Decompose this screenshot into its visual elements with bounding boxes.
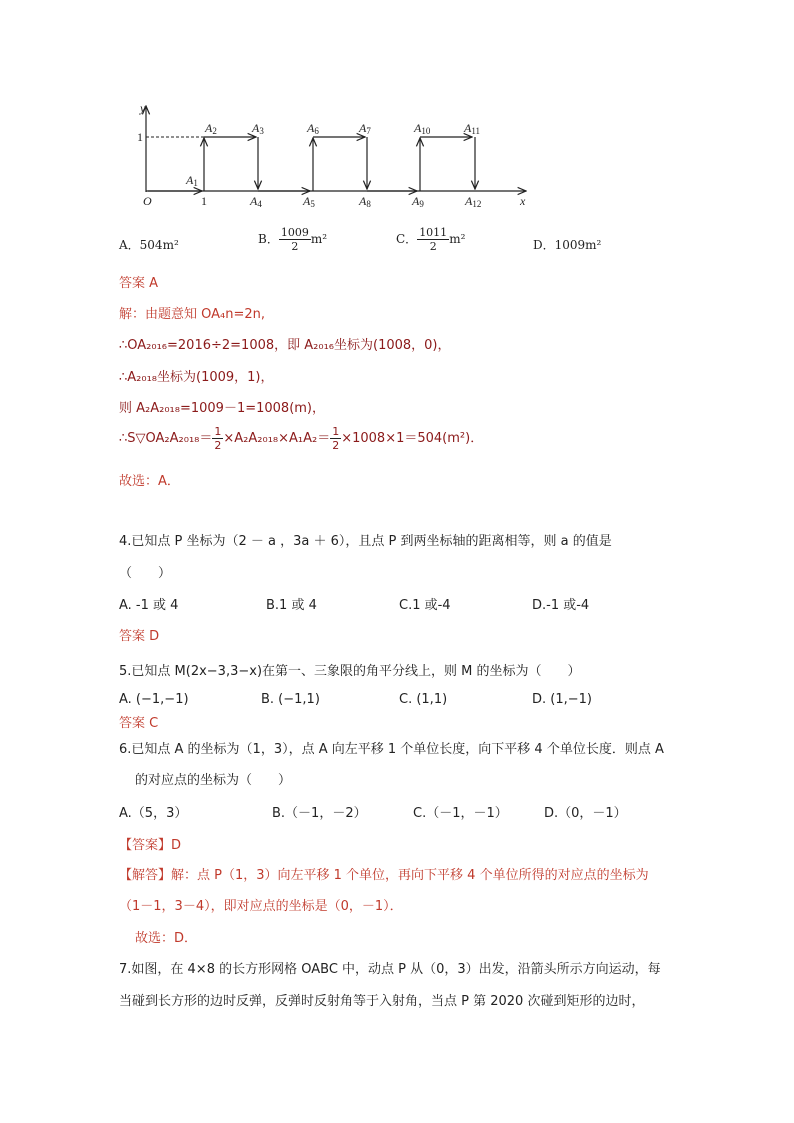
- q3-answer: 答案 A: [119, 276, 159, 291]
- label-A2: A2: [205, 121, 217, 136]
- q6-option-b: B.（－1，－2）: [272, 806, 367, 821]
- label-A3: A3: [252, 121, 264, 136]
- label-A12: A12: [465, 194, 482, 209]
- label-A4: A4: [250, 194, 262, 209]
- label-A9: A9: [412, 194, 424, 209]
- q3-option-b-fraction: $\frac{1009}{2}$: [280, 226, 309, 253]
- q3-solution-line2: ∴OA₂₀₁₆=2016÷2=1008，即 A₂₀₁₆坐标为(1008，0)，: [119, 338, 451, 353]
- q3-option-c-fraction: $\frac{1011}{2}$: [419, 226, 448, 253]
- q3-option-c: [396, 226, 465, 253]
- q5-option-d: D. (1,−1): [532, 692, 592, 707]
- q6-option-a: A.（5，3）: [119, 806, 188, 821]
- q6-stem-line1: 6.已知点 A 的坐标为（1，3），点 A 向左平移 1 个单位长度，向下平移 4 个单位长度．则点 A: [119, 742, 664, 757]
- q3-option-c-prefix: C．: [396, 232, 418, 246]
- label-A10: A10: [414, 121, 431, 136]
- q7-stem-line1: 7.如图，在 4×8 的长方形网格 OABC 中，动点 P 从（0，3）出发，沿箭头所示方向运动，每: [119, 962, 661, 977]
- label-A1: A1: [186, 173, 198, 188]
- label-A8: A8: [359, 194, 371, 209]
- q3-option-d: D．1009m²: [533, 238, 602, 252]
- q5-option-a: A. (−1,−1): [119, 692, 189, 707]
- q4-option-b: B.1 或 4: [266, 598, 317, 613]
- q4-option-c: C.1 或-4: [399, 598, 451, 613]
- label-A6: A6: [307, 121, 319, 136]
- q3-conclusion: 故选：A．: [119, 474, 180, 489]
- label-A5: A5: [303, 194, 315, 209]
- q3-option-b-unit: m²: [310, 232, 328, 246]
- q4-answer: 答案 D: [119, 629, 160, 644]
- q3-solution-line1: 解：由题意知 OA₄n=2n,: [119, 307, 266, 322]
- q3-solution-line4: 则 A₂A₂₀₁₈=1009－1=1008(m)，: [119, 401, 326, 416]
- q6-solution-line1: 【解答】解：点 P（1，3）向左平移 1 个单位，再向下平移 4 个单位所得的对应点的坐标为: [119, 868, 649, 883]
- q4-option-d: D.-1 或-4: [532, 598, 590, 613]
- q7-stem-line2: 当碰到长方形的边时反弹，反弹时反射角等于入射角，当点 P 第 2020 次碰到矩形的边时，: [119, 994, 645, 1009]
- q4-stem-line1: 4.已知点 P 坐标为（2 － a ，3a ＋ 6），且点 P 到两坐标轴的距离相等，则 a 的值是: [119, 534, 612, 549]
- q3-option-b-prefix: B．: [258, 232, 279, 246]
- q6-answer: 【答案】D: [119, 838, 182, 853]
- q3-option-c-unit: m²: [449, 232, 466, 246]
- label-A11: A11: [464, 121, 481, 136]
- q4-option-a: A. -1 或 4: [119, 598, 179, 613]
- q5-stem: 5.已知点 M(2x−3,3−x)在第一、三象限的角平分线上，则 M 的坐标为（ ）: [119, 664, 581, 679]
- q3-option-b: [258, 226, 327, 253]
- q6-solution-line2: （1－1，3－4），即对应点的坐标是（0，－1）．: [119, 899, 403, 914]
- q3-solution-line5: ∴S▽OA₂A₂₀₁₈＝ $\frac{1}{2}$ ×A₂A₂₀₁₈×A₁A₂＝ $\frac{1}{2}$ ×1008×1＝504(m²)．: [119, 425, 484, 452]
- x-axis-label: x: [520, 194, 526, 208]
- y-axis-label: y: [140, 101, 146, 115]
- q5-option-c: C. (1,1): [399, 692, 448, 707]
- q6-conclusion: 故选：D．: [135, 931, 198, 946]
- origin-label: O: [143, 194, 152, 208]
- q6-option-d: D.（0，－1）: [544, 806, 627, 821]
- q3-solution-line3: ∴A₂₀₁₈坐标为(1009，1)，: [119, 370, 274, 385]
- q6-stem-line2: 的对应点的坐标为（ ）: [135, 773, 292, 788]
- q4-stem-line2: （ ）: [119, 566, 172, 581]
- q5-answer: 答案 C: [119, 716, 159, 731]
- label-A7: A7: [359, 121, 371, 136]
- x-tick-1: 1: [201, 194, 207, 208]
- q6-option-c: C.（－1，－1）: [413, 806, 508, 821]
- q5-option-b: B. (−1,1): [261, 692, 320, 707]
- q3-option-a: A．504m²: [119, 238, 179, 252]
- y-tick-1: 1: [137, 130, 143, 144]
